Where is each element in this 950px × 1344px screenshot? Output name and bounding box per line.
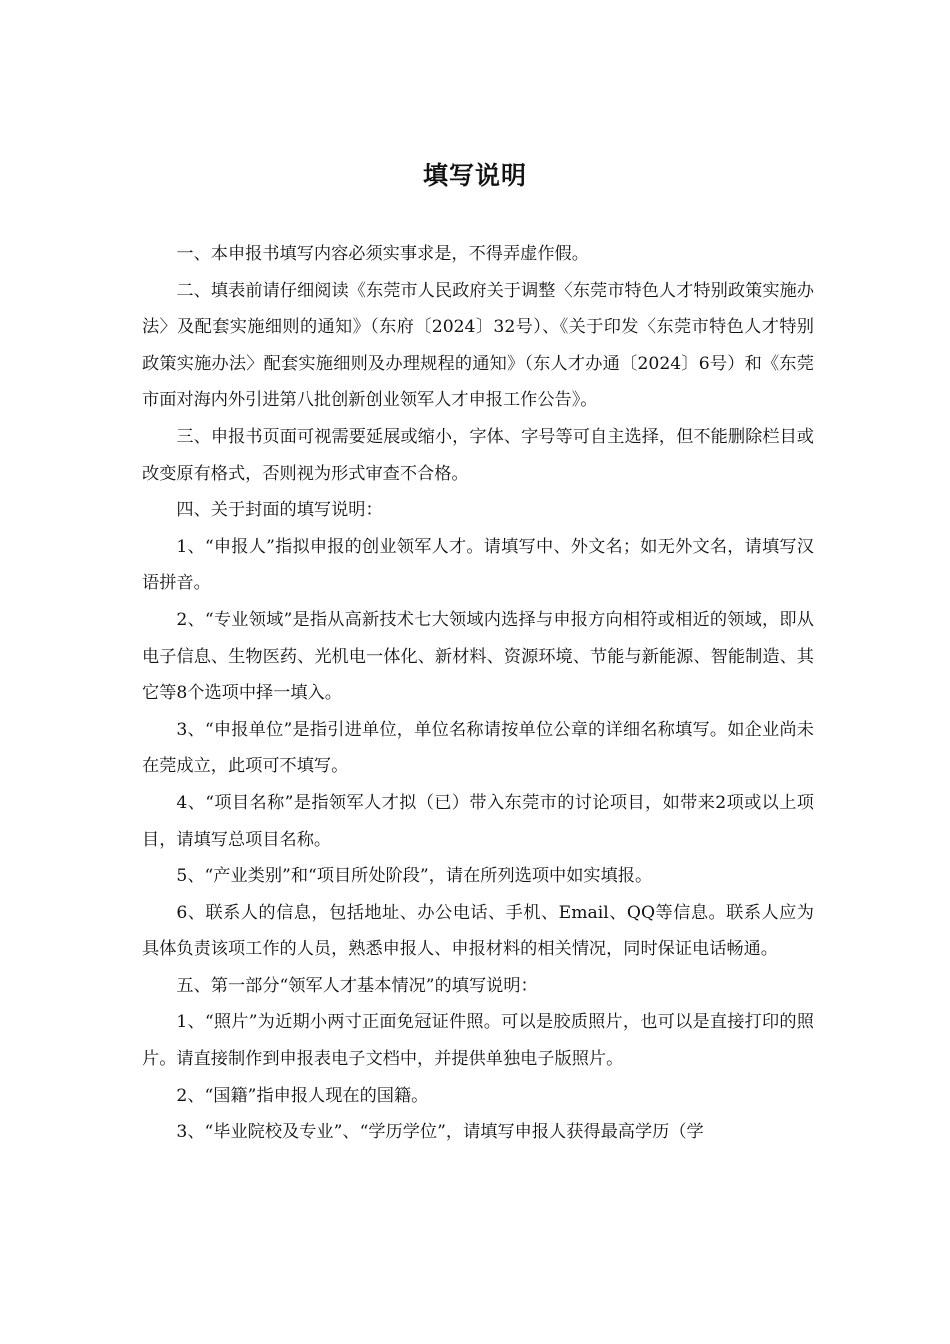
cover-item-4: 4、“项目名称”是指领军人才拟（已）带入东莞市的讨论项目，如带来2项或以上项目，请填写总项目名称。 — [142, 792, 814, 850]
paragraph-3: 三、申报书页面可视需要延展或缩小，字体、字号等可自主选择，但不能删除栏目或改变原有格式，否则视为形式审查不合格。 — [142, 426, 814, 484]
cover-item-5: 5、“产业类别”和“项目所处阶段”，请在所列选项中如实填报。 — [176, 866, 653, 887]
section-heading-cover: 四、关于封面的填写说明： — [176, 500, 383, 521]
cover-item-3: 3、“申报单位”是指引进单位，单位名称请按单位公章的详细名称填写。如企业尚未在莞成立，此项可不填写。 — [142, 719, 814, 777]
part-one-item-2: 2、“国籍”指申报人现在的国籍。 — [176, 1085, 429, 1106]
paragraph-1: 一、本申报书填写内容必须实事求是，不得弄虚作假。 — [176, 244, 589, 264]
instructions-body — [142, 236, 814, 1151]
page-title: 填写说明 — [422, 161, 527, 190]
part-one-item-3: 3、“毕业院校及专业”、“学历学位”，请填写申报人获得最高学历（学 — [176, 1122, 704, 1143]
cover-item-1: 1、“申报人”指拟申报的创业领军人才。请填写中、外文名；如无外文名，请填写汉语拼音。 — [142, 536, 814, 594]
part-one-item-1: 1、“照片”为近期小两寸正面免冠证件照。可以是胶质照片，也可以是直接打印的照片。请直接制作到申报表电子文档中，并提供单独电子版照片。 — [142, 1012, 814, 1070]
section-heading-part-one: 五、第一部分“领军人才基本情况”的填写说明： — [176, 975, 538, 996]
cover-item-6: 6、联系人的信息，包括地址、办公电话、手机、Email、QQ等信息。联系人应为具体负责该项工作的人员，熟悉申报人、申报材料的相关情况，同时保证电话畅通。 — [142, 902, 814, 960]
cover-item-2: 2、“专业领域”是指从高新技术七大领域内选择与申报方向相符或相近的领域，即从电子信息、生物医药、光机电一体化、新材料、资源环境、节能与新能源、智能制造、其它等8个选项中择一填入。 — [142, 609, 814, 704]
paragraph-2: 二、填表前请仔细阅读《东莞市人民政府关于调整〈东莞市特色人才特别政策实施办法〉及配套实施细则的通知》（东府〔2024〕32号）、《关于印发〈东莞市特色人才特别政策实施办法〉配套实施细则及办理规程的通知》（东人才办通〔2024〕6号）和《东莞市面对海内外引进第八批创新创业领军人才申报工作公告》。 — [142, 280, 814, 411]
